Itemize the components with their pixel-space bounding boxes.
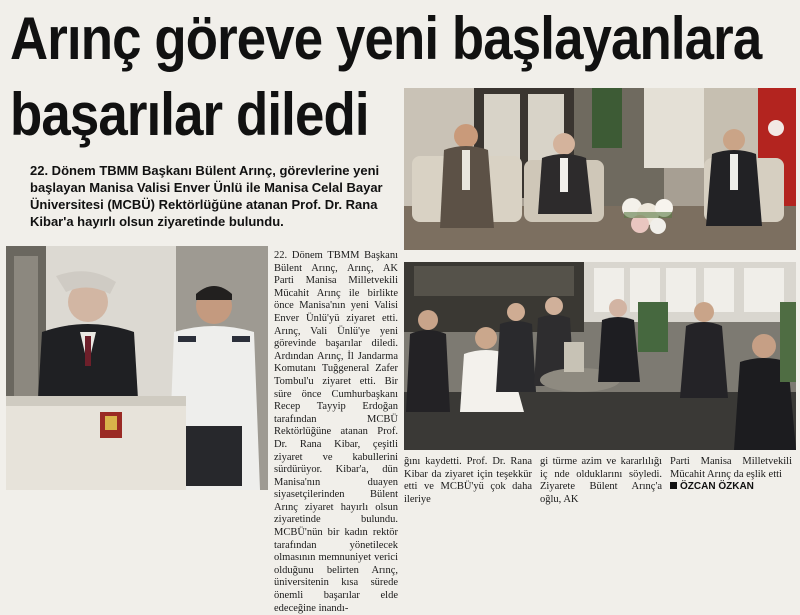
photo-bottom [404,262,796,450]
headline-line-1: Arınç göreve yeni başlayanlara [10,5,762,72]
body-column-3: gi türme azim ve kararlılığı iç nde olduklarını söyledi. Ziyarete Bülent Arınç'a oğlu, AK [540,456,662,505]
headline-line-2: başarılar diledi [10,81,369,148]
byline [670,481,754,492]
photo-top [404,88,796,250]
spot-text: 22. Dönem TBMM Başkanı Bülent Arınç, görevlerine yeni başlayan Manisa Valisi Enver Ünlü ile Manisa Celal Bayar Üniversitesi (MCBÜ) Rektörlüğüne atanan Prof. Dr. Rana Kibar'a hayırlı olsun ziyaretinde bulundu. [30,163,383,229]
photo-bottom-image [404,262,796,450]
photo-left-image [6,246,268,490]
body-column-1: 22. Dönem TBMM Başkanı Bülent Arınç, Arınç, AK Parti Manisa Milletvekili Mücahit Arınç ile birlikte önce Manisa'nın yeni Valisi Enver Ünlü'yü ziyaret etti. Arınç, Vali Ünlü'ye yeni görevinde başarılar diledi. Ardından Arınç, İl Jandarma Komutanı Tuğgeneral Zafer Tombul'u ziyaret etti. Bir süre önce Cumhurbaşkanı Recep Tayyip Erdoğan tarafından MCBÜ Rektörlüğüne atanan Prof. Dr. Rana Kibar, çeşitli ziyaret ve kabullerini sürdürüyor. Kibar'a, dün Manisa'nın duayen siyasetçilerinden Bülent Arınç ziyaret hayırlı olsun ziyaretinde bulundu. MCBÜ'nün bir kadın rektör tarafından yönetilecek olmasının memnuniyet verici olduğunu belirten Arınç, üniversitenin kısa sürede önemli başarılar elde edeceğine inandı- [274,250,398,614]
photo-left [6,246,268,490]
body-column-2: ğını kaydetti. Prof. Dr. Rana Kibar da ziyaret için teşekkür etti ve MCBÜ'yü çok daha ileriye [404,456,532,505]
body-column-4: Parti Manisa Milletvekili Mücahit Arınç da eşlik etti [670,456,792,480]
byline-square-icon [670,482,677,489]
byline-author: ÖZCAN ÖZKAN [680,481,754,492]
photo-top-image [404,88,796,250]
